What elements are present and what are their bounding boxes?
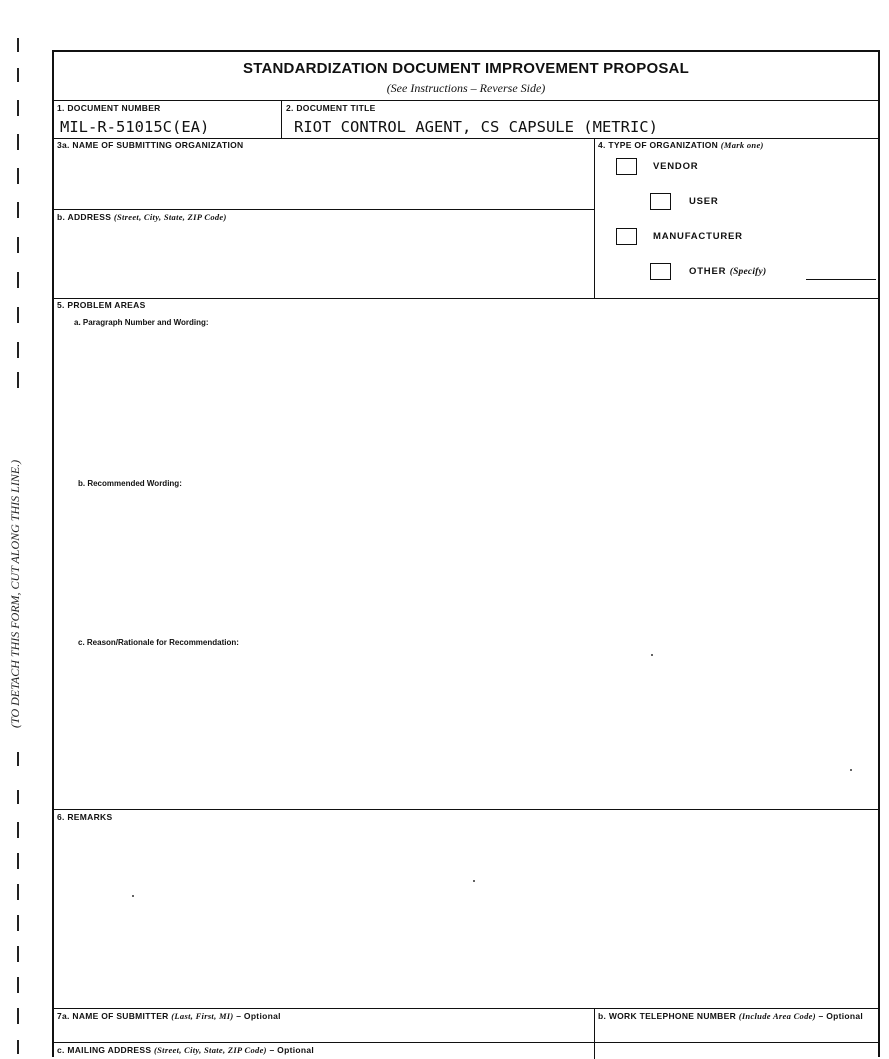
- paragraph-wording-field[interactable]: [72, 332, 872, 474]
- cut-dash: [17, 752, 19, 766]
- mailing-address-label: [57, 1045, 314, 1055]
- cut-instruction: (TO DETACH THIS FORM, CUT ALONG THIS LINE.): [8, 459, 22, 728]
- other-label: [689, 266, 766, 277]
- cut-dash: [17, 853, 19, 869]
- scan-speck: [132, 895, 134, 897]
- org-name-label: 3a. NAME OF SUBMITTING ORGANIZATION: [57, 140, 244, 150]
- cut-dash: [17, 977, 19, 993]
- rule-7a: [54, 1042, 878, 1043]
- scan-speck: [850, 769, 852, 771]
- rationale-label: c. Reason/Rationale for Recommendation:: [78, 638, 239, 647]
- cut-dash: [17, 1008, 19, 1024]
- rule-v-org: [594, 138, 595, 298]
- scan-speck: [473, 880, 475, 882]
- submitter-name-label: [57, 1011, 281, 1021]
- cut-dash: [17, 884, 19, 900]
- address-hint: (Street, City, State, ZIP Code): [113, 212, 227, 222]
- cut-dash: [17, 342, 19, 358]
- cut-dash: [17, 1040, 19, 1054]
- rule-header: [54, 100, 878, 101]
- cut-dash: [17, 100, 19, 116]
- vendor-label: VENDOR: [653, 161, 699, 172]
- recommended-wording-label: b. Recommended Wording:: [78, 479, 182, 488]
- address-field[interactable]: [56, 224, 592, 296]
- submitter-name-optional: – Optional: [236, 1011, 281, 1021]
- mailing-address-hint: (Street, City, State, ZIP Code): [154, 1045, 267, 1055]
- work-phone-hint: (Include Area Code): [738, 1011, 816, 1021]
- cut-dash: [17, 946, 19, 962]
- rule-problem: [54, 809, 878, 810]
- other-specify-line[interactable]: [806, 279, 876, 280]
- problem-areas-label: 5. PROBLEM AREAS: [57, 300, 146, 310]
- doc-title-field[interactable]: RIOT CONTROL AGENT, CS CAPSULE (METRIC): [294, 118, 658, 136]
- cut-dash: [17, 237, 19, 253]
- rule-v-submitter: [594, 1008, 595, 1059]
- work-phone-optional: – Optional: [818, 1011, 864, 1021]
- org-name-field[interactable]: [56, 152, 592, 207]
- rule-remarks: [54, 1008, 878, 1009]
- scan-speck: [651, 654, 653, 656]
- form-subtitle: (See Instructions – Reverse Side): [386, 81, 546, 95]
- doc-number-field[interactable]: MIL-R-51015C(EA): [60, 118, 210, 136]
- mailing-address-optional: – Optional: [269, 1045, 315, 1055]
- submitter-name-hint: (Last, First, MI): [171, 1011, 234, 1021]
- cut-dash: [17, 202, 19, 218]
- cut-dash: [17, 915, 19, 931]
- recommended-wording-field[interactable]: [72, 492, 872, 634]
- submitter-name-label-text: 7a. NAME OF SUBMITTER: [57, 1011, 169, 1021]
- cut-dash: [17, 168, 19, 184]
- manufacturer-checkbox[interactable]: [616, 228, 637, 245]
- cut-dash: [17, 822, 19, 838]
- cut-line: [0, 0, 40, 1057]
- other-checkbox[interactable]: [650, 263, 671, 280]
- remarks-field[interactable]: [56, 825, 876, 1005]
- address-label: [57, 212, 227, 222]
- other-hint: (Specify): [729, 267, 767, 277]
- org-type-hint: (Mark one): [720, 140, 764, 150]
- rationale-field[interactable]: [72, 652, 872, 806]
- cut-dash: [17, 134, 19, 150]
- cut-dash: [17, 790, 19, 804]
- submitter-name-field[interactable]: [56, 1022, 592, 1040]
- form-title: STANDARDIZATION DOCUMENT IMPROVEMENT PROPOSAL: [243, 60, 689, 77]
- rule-row3b: [54, 298, 878, 299]
- cut-dash: [17, 68, 19, 82]
- other-label-text: OTHER: [689, 266, 727, 277]
- work-phone-label: [598, 1011, 876, 1022]
- doc-number-label: 1. DOCUMENT NUMBER: [57, 103, 161, 113]
- paragraph-wording-label: a. Paragraph Number and Wording:: [74, 318, 209, 327]
- improvement-proposal-form: [52, 50, 880, 1057]
- cut-dash: [17, 372, 19, 388]
- vendor-checkbox[interactable]: [616, 158, 637, 175]
- mailing-address-label-text: c. MAILING ADDRESS: [57, 1045, 152, 1055]
- remarks-label: 6. REMARKS: [57, 812, 113, 822]
- rule-row3a: [54, 209, 594, 210]
- rule-v-doc: [281, 100, 282, 138]
- cut-dash: [17, 272, 19, 288]
- cut-dash: [17, 307, 19, 323]
- doc-title-label: 2. DOCUMENT TITLE: [286, 103, 376, 113]
- org-type-label-text: 4. TYPE OF ORGANIZATION: [598, 140, 719, 150]
- manufacturer-label: MANUFACTURER: [653, 231, 743, 242]
- user-label: USER: [689, 196, 719, 207]
- org-type-label: [598, 140, 764, 150]
- cut-dash: [17, 38, 19, 52]
- rule-row1: [54, 138, 878, 139]
- user-checkbox[interactable]: [650, 193, 671, 210]
- address-label-text: b. ADDRESS: [57, 212, 112, 222]
- work-phone-label-text: b. WORK TELEPHONE NUMBER: [598, 1011, 737, 1021]
